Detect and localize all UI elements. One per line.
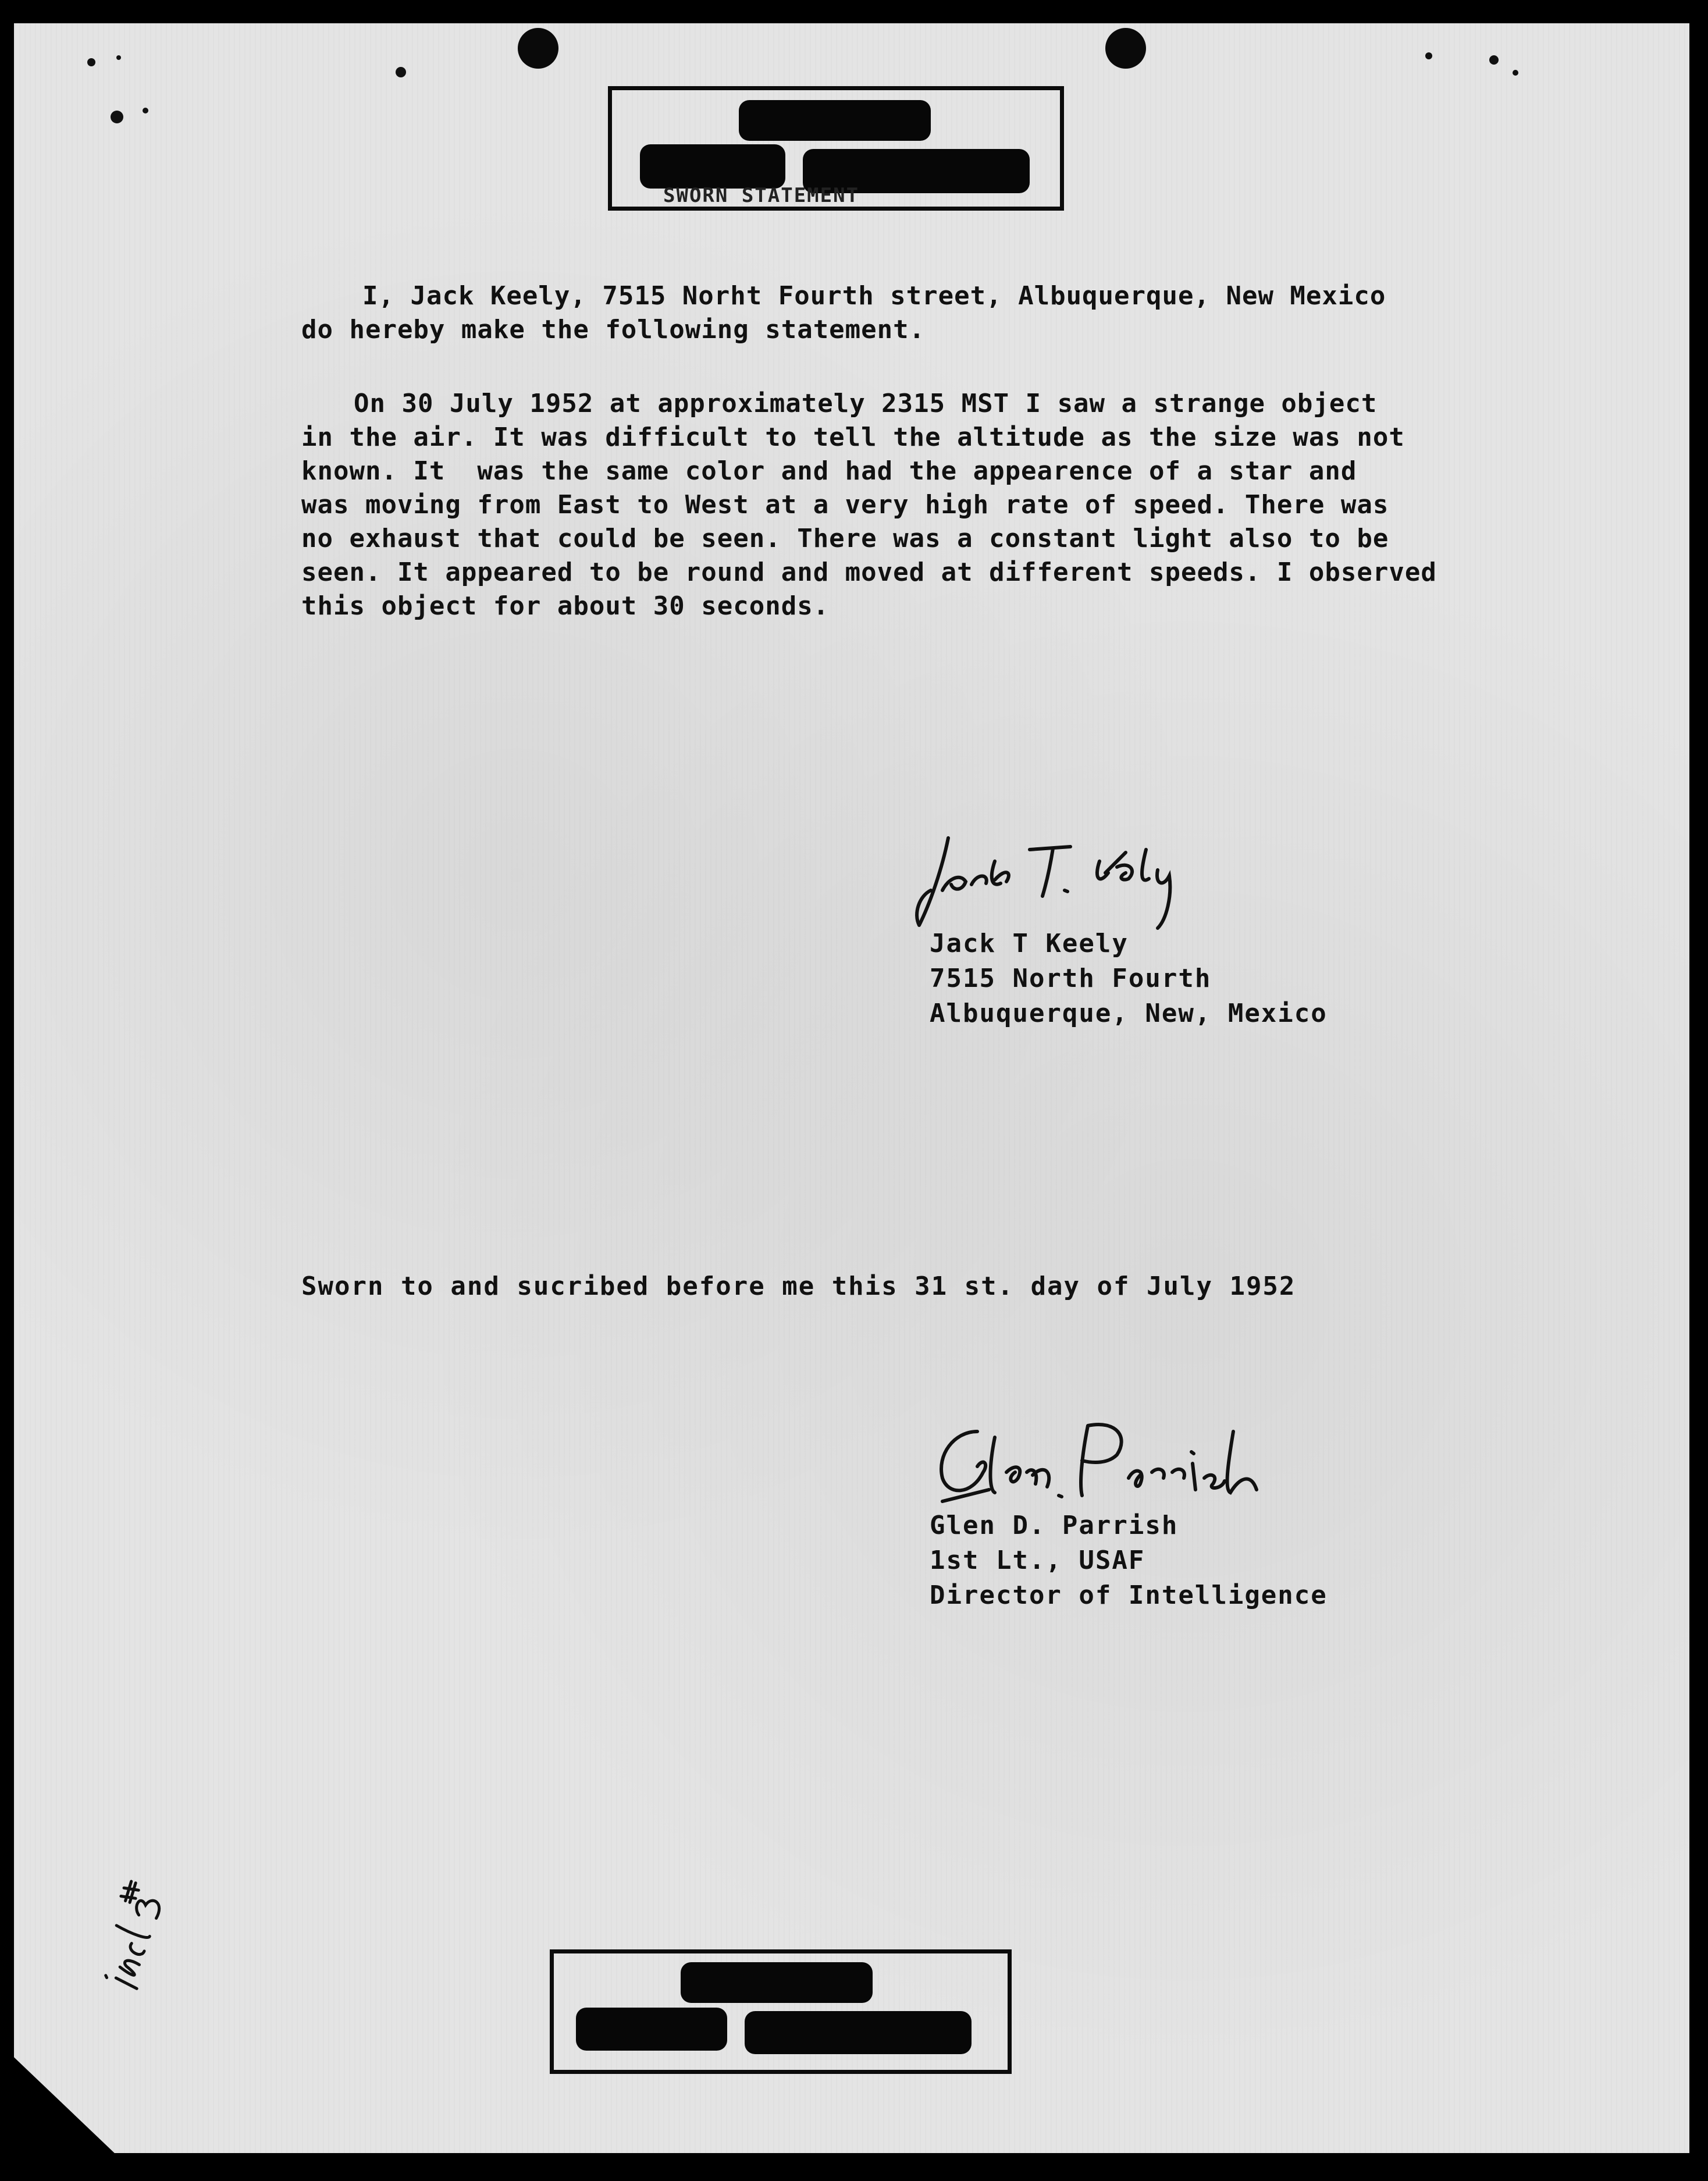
margin-note-handwriting [76, 1850, 227, 2013]
speck [1489, 55, 1499, 65]
redaction-block [640, 144, 785, 189]
statement-body [301, 387, 1546, 623]
speck [116, 55, 121, 60]
oath-line: Sworn to and sucribed before me this 31 st. day of July 1952 [301, 1271, 1296, 1301]
intro-line: do hereby make the following statement. [301, 315, 926, 344]
body-line: in the air. It was difficult to tell the altitude as the size was not [301, 422, 1405, 452]
body-line: known. It was the same color and had the appearence of a star and [301, 456, 1357, 486]
body-line: no exhaust that could be seen. There was a constant light also to be [301, 524, 1389, 553]
body-line: On 30 July 1952 at approximately 2315 MST I saw a strange object [354, 389, 1378, 418]
punch-hole-left [518, 28, 558, 69]
redaction-block [681, 1962, 873, 2003]
officer-title: Director of Intelligence [930, 1580, 1328, 1610]
punch-hole-right [1105, 28, 1146, 69]
redaction-block [739, 100, 931, 141]
speck [111, 111, 123, 123]
body-line: seen. It appeared to be round and moved at different speeds. I observed [301, 557, 1437, 587]
speck [87, 58, 95, 66]
witness-name: Jack T Keely [930, 929, 1129, 958]
margin-note [76, 1850, 227, 2013]
redaction-block [576, 2008, 727, 2051]
stamp-label: SWORN STATEMENT [663, 184, 860, 207]
body-line: this object for about 30 seconds. [301, 591, 830, 621]
intro-line: I, Jack Keely, 7515 Norht Fourth street, Albuquerque, New Mexico [362, 281, 1386, 311]
speck [1425, 52, 1432, 59]
officer-signature [908, 1408, 1280, 1525]
speck [1513, 70, 1518, 76]
body-line: was moving from East to West at a very high rate of speed. There was [301, 490, 1389, 520]
witness-address-line2: Albuquerque, New, Mexico [930, 999, 1328, 1028]
witness-address-line1: 7515 North Fourth [930, 964, 1212, 993]
officer-rank: 1st Lt., USAF [930, 1546, 1145, 1575]
officer-name: Glen D. Parrish [930, 1511, 1179, 1540]
redaction-block [745, 2011, 972, 2054]
statement-intro [301, 279, 1546, 347]
speck [143, 108, 148, 113]
speck [396, 67, 406, 77]
witness-signature [908, 826, 1210, 943]
